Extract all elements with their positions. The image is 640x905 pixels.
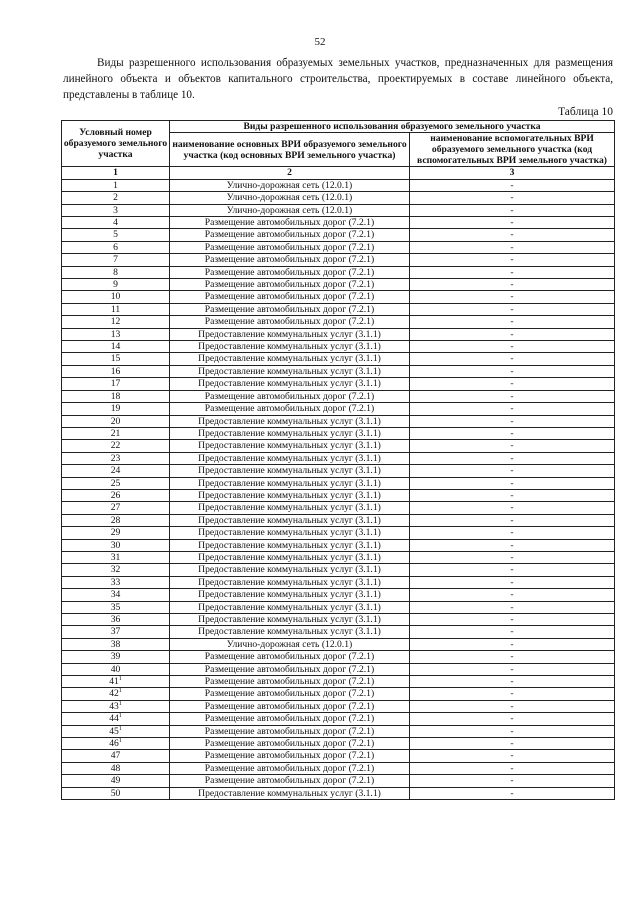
main-vri: Размещение автомобильных дорог (7.2.1) (170, 688, 410, 700)
row-number (62, 762, 170, 774)
row-number-text: 25 (110, 477, 121, 489)
auxiliary-vri: - (410, 601, 615, 613)
auxiliary-vri: - (410, 279, 615, 291)
row-number (62, 390, 170, 402)
row-number (62, 750, 170, 762)
row-number (62, 576, 170, 588)
table-row (62, 279, 615, 291)
row-number (62, 738, 170, 750)
main-vri: Предоставление коммунальных услуг (3.1.1) (170, 787, 410, 799)
row-number (62, 502, 170, 514)
auxiliary-vri: - (410, 502, 615, 514)
main-vri: Улично-дорожная сеть (12.0.1) (170, 192, 410, 204)
table-row (62, 341, 615, 353)
auxiliary-vri: - (410, 365, 615, 377)
row-number-text: 36 (110, 614, 121, 626)
table-row (62, 440, 615, 452)
table-row (62, 514, 615, 526)
col3-header: наименование вспомогательных ВРИ образуемого земельного участка (код вспомогательных ВРИ земельного участка) (410, 133, 615, 167)
row-number-text: 49 (110, 775, 121, 787)
row-number (62, 341, 170, 353)
column-number: 1 (62, 167, 170, 179)
row-number-text: 31 (110, 551, 121, 563)
auxiliary-vri: - (410, 638, 615, 650)
row-number-text: 43 (109, 700, 119, 712)
column-number: 3 (410, 167, 615, 179)
row-number-text: 45 (109, 725, 119, 737)
main-vri: Размещение автомобильных дорог (7.2.1) (170, 663, 410, 675)
auxiliary-vri: - (410, 762, 615, 774)
row-number-text: 11 (110, 303, 121, 315)
main-vri: Размещение автомобильных дорог (7.2.1) (170, 291, 410, 303)
table-row (62, 229, 615, 241)
main-vri: Предоставление коммунальных услуг (3.1.1) (170, 465, 410, 477)
table-row (62, 192, 615, 204)
auxiliary-vri: - (410, 440, 615, 452)
row-number-text: 12 (110, 316, 121, 328)
footnote-marker: 1 (118, 700, 122, 707)
row-number-text: 2 (113, 192, 118, 204)
table-row (62, 452, 615, 464)
row-number (62, 378, 170, 390)
table-row (62, 316, 615, 328)
row-number-text: 10 (110, 291, 121, 303)
auxiliary-vri: - (410, 564, 615, 576)
auxiliary-vri: - (410, 738, 615, 750)
row-number (62, 514, 170, 526)
table-row (62, 241, 615, 253)
table-row (62, 700, 615, 712)
main-vri: Размещение автомобильных дорог (7.2.1) (170, 390, 410, 402)
row-number-text: 5 (113, 229, 118, 241)
auxiliary-vri: - (410, 651, 615, 663)
row-number (62, 316, 170, 328)
auxiliary-vri: - (410, 539, 615, 551)
auxiliary-vri: - (410, 688, 615, 700)
row-number-text: 26 (110, 489, 121, 501)
row-number (62, 365, 170, 377)
auxiliary-vri: - (410, 291, 615, 303)
auxiliary-vri: - (410, 390, 615, 402)
main-vri: Предоставление коммунальных услуг (3.1.1) (170, 576, 410, 588)
row-number (62, 303, 170, 315)
main-vri: Улично-дорожная сеть (12.0.1) (170, 204, 410, 216)
main-vri: Размещение автомобильных дорог (7.2.1) (170, 725, 410, 737)
table-row (62, 266, 615, 278)
row-number-text: 9 (113, 279, 118, 291)
table-row (62, 403, 615, 415)
table-row (62, 688, 615, 700)
auxiliary-vri: - (410, 477, 615, 489)
vri-table (61, 120, 615, 800)
row-number (62, 328, 170, 340)
auxiliary-vri: - (410, 626, 615, 638)
row-number-text: 22 (110, 440, 121, 452)
main-vri: Размещение автомобильных дорог (7.2.1) (170, 700, 410, 712)
row-number (62, 291, 170, 303)
auxiliary-vri: - (410, 700, 615, 712)
table-row (62, 601, 615, 613)
row-number (62, 663, 170, 675)
row-number-text: 7 (113, 254, 118, 266)
table-row (62, 551, 615, 563)
main-vri: Размещение автомобильных дорог (7.2.1) (170, 229, 410, 241)
row-number (62, 700, 170, 712)
row-number (62, 266, 170, 278)
row-number-text: 30 (110, 539, 121, 551)
auxiliary-vri: - (410, 452, 615, 464)
table-row (62, 775, 615, 787)
table-row (62, 713, 615, 725)
main-vri: Предоставление коммунальных услуг (3.1.1) (170, 489, 410, 501)
auxiliary-vri: - (410, 179, 615, 191)
auxiliary-vri: - (410, 527, 615, 539)
auxiliary-vri: - (410, 614, 615, 626)
main-vri: Предоставление коммунальных услуг (3.1.1) (170, 514, 410, 526)
table-row (62, 217, 615, 229)
table-row (62, 787, 615, 799)
main-vri: Предоставление коммунальных услуг (3.1.1) (170, 452, 410, 464)
auxiliary-vri: - (410, 551, 615, 563)
main-vri: Предоставление коммунальных услуг (3.1.1) (170, 328, 410, 340)
row-number-text: 42 (109, 688, 119, 700)
row-number-text: 50 (110, 787, 121, 799)
table-row (62, 663, 615, 675)
main-vri: Размещение автомобильных дорог (7.2.1) (170, 303, 410, 315)
row-number-text: 15 (110, 353, 121, 365)
row-number-text: 13 (110, 328, 121, 340)
group-header: Виды разрешенного использования образуемого земельного участка (170, 121, 615, 133)
auxiliary-vri: - (410, 204, 615, 216)
row-number-text: 6 (113, 241, 118, 253)
row-number (62, 254, 170, 266)
col1-header: Условный номер образуемого земельного участка (62, 121, 170, 167)
table-row (62, 614, 615, 626)
row-number (62, 626, 170, 638)
row-number-text: 29 (110, 527, 121, 539)
row-number (62, 403, 170, 415)
main-vri: Предоставление коммунальных услуг (3.1.1) (170, 378, 410, 390)
row-number (62, 192, 170, 204)
main-vri: Размещение автомобильных дорог (7.2.1) (170, 762, 410, 774)
row-number-text: 16 (110, 365, 121, 377)
table-row (62, 303, 615, 315)
main-vri: Предоставление коммунальных услуг (3.1.1) (170, 539, 410, 551)
auxiliary-vri: - (410, 403, 615, 415)
row-number (62, 713, 170, 725)
auxiliary-vri: - (410, 266, 615, 278)
main-vri: Предоставление коммунальных услуг (3.1.1) (170, 589, 410, 601)
row-number-text: 41 (109, 676, 119, 688)
table-row (62, 390, 615, 402)
row-number (62, 775, 170, 787)
footnote-marker: 1 (118, 688, 122, 695)
row-number (62, 688, 170, 700)
row-number-text: 32 (110, 564, 121, 576)
table-row (62, 738, 615, 750)
row-number (62, 601, 170, 613)
table-row (62, 626, 615, 638)
row-number-text: 21 (110, 427, 121, 439)
main-vri: Размещение автомобильных дорог (7.2.1) (170, 738, 410, 750)
intro-paragraph: Виды разрешенного использования образуемых земельных участков, предназначенных для размещения линейного объекта и объектов капитального строительства, проектируемых в составе линейного объекта, представлены в таблице 10. (63, 57, 613, 101)
row-number-text: 38 (110, 638, 121, 650)
table-row (62, 353, 615, 365)
main-vri: Предоставление коммунальных услуг (3.1.1) (170, 564, 410, 576)
row-number (62, 614, 170, 626)
row-number (62, 415, 170, 427)
main-vri: Улично-дорожная сеть (12.0.1) (170, 179, 410, 191)
main-vri: Размещение автомобильных дорог (7.2.1) (170, 676, 410, 688)
table-row (62, 539, 615, 551)
table-row (62, 502, 615, 514)
auxiliary-vri: - (410, 241, 615, 253)
main-vri: Предоставление коммунальных услуг (3.1.1) (170, 353, 410, 365)
row-number (62, 527, 170, 539)
table-row (62, 762, 615, 774)
table-row (62, 638, 615, 650)
row-number-text: 4 (113, 217, 118, 229)
main-vri: Предоставление коммунальных услуг (3.1.1) (170, 477, 410, 489)
main-vri: Размещение автомобильных дорог (7.2.1) (170, 241, 410, 253)
main-vri: Размещение автомобильных дорог (7.2.1) (170, 279, 410, 291)
row-number (62, 489, 170, 501)
table-caption: Таблица 10 (558, 106, 613, 118)
row-number-text: 14 (110, 341, 121, 353)
table-row (62, 378, 615, 390)
main-vri: Предоставление коммунальных услуг (3.1.1) (170, 415, 410, 427)
row-number-text: 18 (110, 390, 121, 402)
auxiliary-vri: - (410, 514, 615, 526)
row-number-text: 23 (110, 452, 121, 464)
auxiliary-vri: - (410, 676, 615, 688)
row-number-text: 28 (110, 514, 121, 526)
row-number-text: 33 (110, 576, 121, 588)
row-number (62, 279, 170, 291)
col2-header: наименование основных ВРИ образуемого земельного участка (код основных ВРИ земельного участка) (170, 133, 410, 167)
auxiliary-vri: - (410, 589, 615, 601)
auxiliary-vri: - (410, 378, 615, 390)
footnote-marker: 1 (118, 676, 122, 683)
row-number (62, 241, 170, 253)
main-vri: Размещение автомобильных дорог (7.2.1) (170, 651, 410, 663)
main-vri: Предоставление коммунальных услуг (3.1.1) (170, 551, 410, 563)
row-number (62, 452, 170, 464)
table-row (62, 254, 615, 266)
table-row (62, 427, 615, 439)
main-vri: Предоставление коммунальных услуг (3.1.1) (170, 527, 410, 539)
row-number (62, 427, 170, 439)
main-vri: Предоставление коммунальных услуг (3.1.1) (170, 614, 410, 626)
row-number (62, 676, 170, 688)
row-number-text: 39 (110, 651, 121, 663)
row-number-text: 8 (113, 266, 118, 278)
auxiliary-vri: - (410, 229, 615, 241)
table-row (62, 750, 615, 762)
auxiliary-vri: - (410, 316, 615, 328)
row-number (62, 725, 170, 737)
row-number (62, 440, 170, 452)
auxiliary-vri: - (410, 775, 615, 787)
auxiliary-vri: - (410, 489, 615, 501)
auxiliary-vri: - (410, 303, 615, 315)
row-number (62, 217, 170, 229)
row-number (62, 204, 170, 216)
table-row (62, 328, 615, 340)
row-number (62, 179, 170, 191)
row-number-text: 35 (110, 601, 121, 613)
main-vri: Размещение автомобильных дорог (7.2.1) (170, 217, 410, 229)
auxiliary-vri: - (410, 663, 615, 675)
table-row (62, 204, 615, 216)
row-number (62, 787, 170, 799)
auxiliary-vri: - (410, 465, 615, 477)
page-number: 52 (314, 36, 326, 48)
main-vri: Предоставление коммунальных услуг (3.1.1) (170, 427, 410, 439)
table-row (62, 465, 615, 477)
row-number (62, 465, 170, 477)
footnote-marker: 1 (118, 713, 122, 720)
main-vri: Размещение автомобильных дорог (7.2.1) (170, 266, 410, 278)
footnote-marker: 1 (118, 725, 122, 732)
table-row (62, 651, 615, 663)
table-row (62, 179, 615, 191)
table-row (62, 291, 615, 303)
row-number (62, 229, 170, 241)
auxiliary-vri: - (410, 353, 615, 365)
auxiliary-vri: - (410, 328, 615, 340)
main-vri: Предоставление коммунальных услуг (3.1.1) (170, 440, 410, 452)
table-row (62, 589, 615, 601)
row-number-text: 20 (110, 415, 121, 427)
auxiliary-vri: - (410, 725, 615, 737)
row-number-text: 34 (110, 589, 121, 601)
table-row (62, 477, 615, 489)
row-number-text: 24 (110, 465, 121, 477)
main-vri: Предоставление коммунальных услуг (3.1.1) (170, 341, 410, 353)
auxiliary-vri: - (410, 254, 615, 266)
main-vri: Размещение автомобильных дорог (7.2.1) (170, 316, 410, 328)
row-number (62, 651, 170, 663)
main-vri: Предоставление коммунальных услуг (3.1.1) (170, 601, 410, 613)
row-number-text: 17 (110, 378, 121, 390)
table-row (62, 527, 615, 539)
main-vri: Размещение автомобильных дорог (7.2.1) (170, 713, 410, 725)
row-number (62, 353, 170, 365)
auxiliary-vri: - (410, 415, 615, 427)
main-vri: Предоставление коммунальных услуг (3.1.1) (170, 626, 410, 638)
table-row (62, 365, 615, 377)
table-row (62, 489, 615, 501)
main-vri: Размещение автомобильных дорог (7.2.1) (170, 750, 410, 762)
auxiliary-vri: - (410, 341, 615, 353)
table-row (62, 725, 615, 737)
footnote-marker: 1 (118, 738, 122, 745)
table-row (62, 576, 615, 588)
auxiliary-vri: - (410, 750, 615, 762)
row-number-text: 47 (110, 750, 121, 762)
auxiliary-vri: - (410, 427, 615, 439)
row-number-text: 46 (109, 738, 119, 750)
row-number (62, 564, 170, 576)
row-number-text: 27 (110, 502, 121, 514)
main-vri: Размещение автомобильных дорог (7.2.1) (170, 254, 410, 266)
row-number (62, 551, 170, 563)
auxiliary-vri: - (410, 713, 615, 725)
column-number: 2 (170, 167, 410, 179)
column-number-row (62, 167, 615, 179)
row-number-text: 40 (110, 663, 121, 675)
main-vri: Предоставление коммунальных услуг (3.1.1) (170, 365, 410, 377)
row-number-text: 44 (109, 713, 119, 725)
auxiliary-vri: - (410, 787, 615, 799)
row-number-text: 3 (113, 204, 118, 216)
row-number-text: 37 (110, 626, 121, 638)
main-vri: Размещение автомобильных дорог (7.2.1) (170, 775, 410, 787)
row-number-text: 19 (110, 403, 121, 415)
row-number-text: 1 (113, 179, 118, 191)
auxiliary-vri: - (410, 192, 615, 204)
table-row (62, 676, 615, 688)
row-number (62, 539, 170, 551)
table-row (62, 564, 615, 576)
main-vri: Размещение автомобильных дорог (7.2.1) (170, 403, 410, 415)
main-vri: Улично-дорожная сеть (12.0.1) (170, 638, 410, 650)
main-vri: Предоставление коммунальных услуг (3.1.1) (170, 502, 410, 514)
auxiliary-vri: - (410, 576, 615, 588)
table-row (62, 415, 615, 427)
auxiliary-vri: - (410, 217, 615, 229)
row-number-text: 48 (110, 762, 121, 774)
row-number (62, 477, 170, 489)
row-number (62, 589, 170, 601)
row-number (62, 638, 170, 650)
